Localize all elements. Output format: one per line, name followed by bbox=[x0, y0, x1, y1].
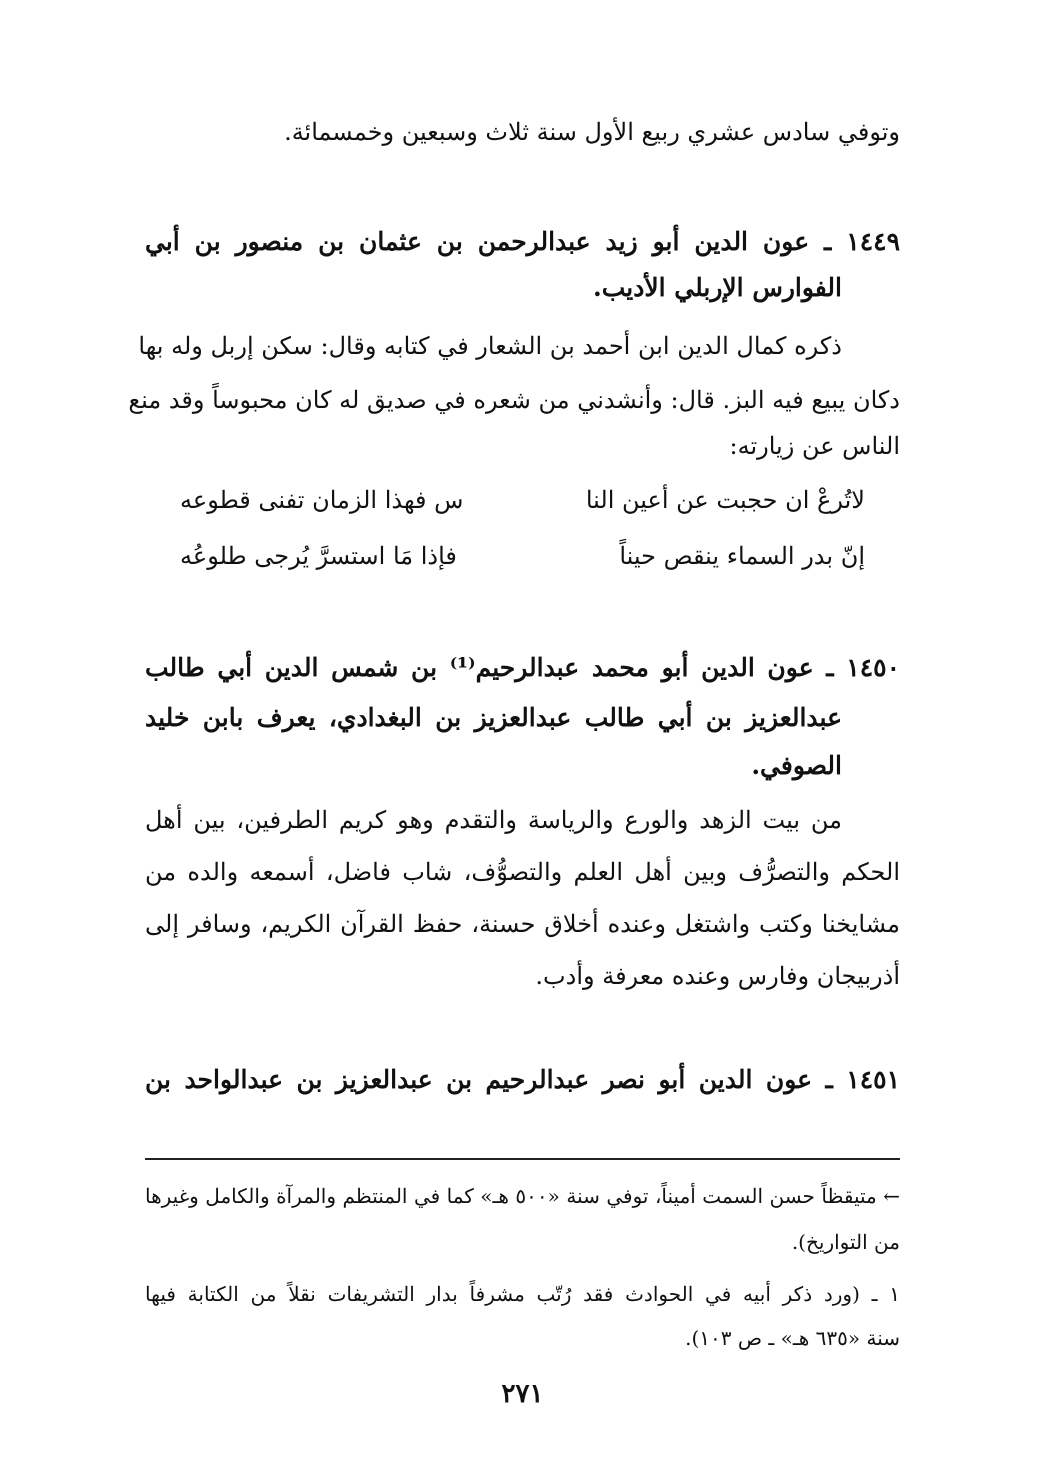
footnote-continued-line: ← متيقظاً حسن السمت أميناً، توفي سنة «٥٠٠ هـ» كما في المنتظم والمرآة والكامل وغيرها bbox=[145, 1184, 900, 1208]
entry-1449-body-line: الناس عن زيارته: bbox=[729, 432, 900, 460]
poem-verse-2-second-hemistich: فإذا مَا استسرَّ يُرجى طلوعُه bbox=[180, 542, 457, 570]
entry-1449-body-line: ذكره كمال الدين ابن أحمد بن الشعار في كتابه وقال: سكن إربل وله بها bbox=[138, 332, 842, 360]
footnote-continued-line: من التواريخ). bbox=[791, 1230, 900, 1254]
page-number: ٢٧١ bbox=[501, 1379, 544, 1409]
entry-1450-heading: ١٤٥٠ ـ عون الدين أبو محمد عبدالرحيم⁽¹⁾ بن شمس الدين أبي طالب bbox=[145, 653, 901, 682]
intro-line: وتوفي سادس عشري ربيع الأول سنة ثلاث وسبعين وخمسمائة. bbox=[284, 118, 900, 146]
entry-1450-body-line: مشايخنا وكتب واشتغل وعنده أخلاق حسنة، حفظ القرآن الكريم، وسافر إلى bbox=[145, 910, 900, 938]
poem-verse-1-second-hemistich: س فهذا الزمان تفنى قطوعه bbox=[180, 486, 464, 514]
book-page bbox=[128, 0, 901, 1475]
entry-1449-heading: ١٤٤٩ ـ عون الدين أبو زيد عبدالرحمن بن عثمان بن منصور بن أبي bbox=[145, 227, 900, 256]
entry-1449-heading-cont: الفوارس الإربلي الأديب. bbox=[593, 273, 842, 302]
footnote-separator bbox=[145, 1158, 900, 1160]
footnote-1-line: سنة «٦٣٥ هـ» ـ ص ١٠٣). bbox=[685, 1326, 900, 1350]
footnote-1-line: ١ ـ (ورد ذكر أبيه في الحوادث فقد رُتّب مشرفاً بدار التشريفات نقلاً من الكتابة فيها bbox=[145, 1282, 900, 1306]
entry-1450-heading-cont: عبدالعزيز بن أبي طالب عبدالعزيز بن البغدادي، يعرف بابن خليد bbox=[145, 703, 842, 732]
entry-1449-body-line: دكان يبيع فيه البز. قال: وأنشدني من شعره في صديق له كان محبوساً وقد منع bbox=[128, 386, 900, 414]
entry-1450-body-line: من بيت الزهد والورع والرياسة والتقدم وهو كريم الطرفين، بين أهل bbox=[145, 806, 842, 834]
entry-1450-body-line: أذربيجان وفارس وعنده معرفة وأدب. bbox=[535, 962, 900, 990]
entry-1450-body-line: الحكم والتصرُّف وبين أهل العلم والتصوُّف، شاب فاضل، أسمعه والده من bbox=[145, 858, 900, 886]
entry-1451-heading: ١٤٥١ ـ عون الدين أبو نصر عبدالرحيم بن عبدالعزيز بن عبدالواحد بن bbox=[145, 1065, 900, 1094]
entry-1450-heading-cont: الصوفي. bbox=[751, 751, 842, 780]
poem-verse-1-first-hemistich: لاتُرعْ ان حجبت عن أعين النا bbox=[585, 486, 865, 514]
poem-verse-2-first-hemistich: إنّ بدر السماء ينقص حيناً bbox=[619, 542, 865, 570]
